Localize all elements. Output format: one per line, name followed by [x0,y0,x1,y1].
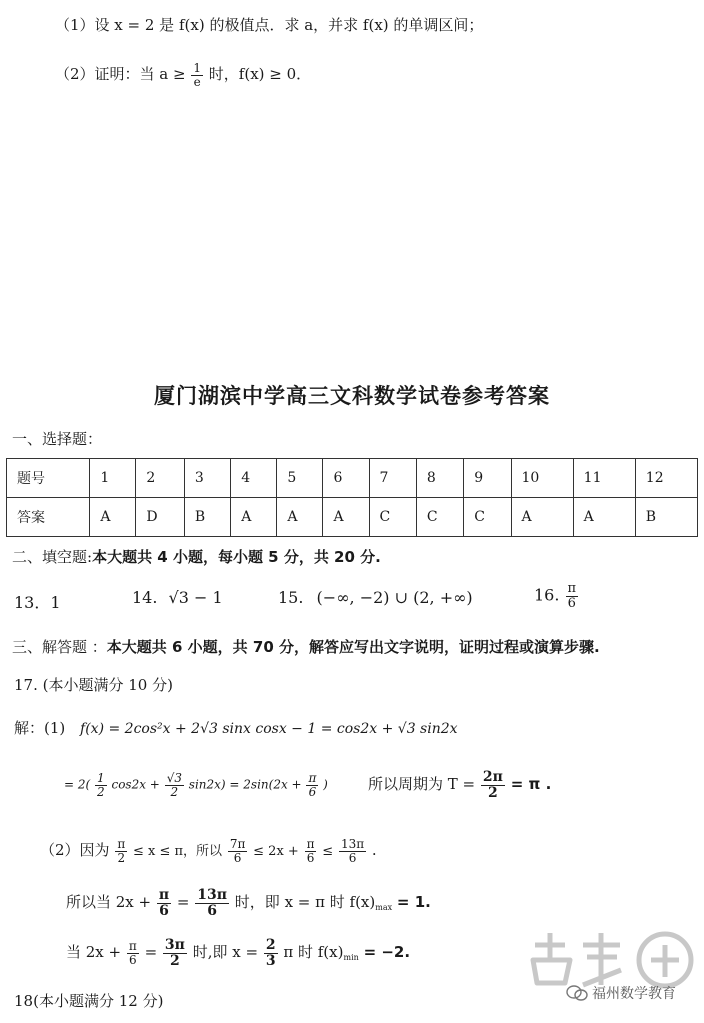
table-header-cell: 题号 [7,459,90,498]
fraction-numerator: 1 [193,61,202,75]
expr-text: ≤ x ≤ π，所以 [133,844,223,860]
fill-answer-15 [278,588,473,607]
question-number-cell: 9 [464,459,511,498]
answer-cell: A [573,498,635,537]
question-number-cell: 11 [573,459,635,498]
answer-cell: A [90,498,136,537]
problem-part-1: （1）设 x = 2 是 f(x) 的极值点．求 a，并求 f(x) 的单调区间； [55,16,484,34]
answer-cell: C [369,498,416,537]
answer-cell: D [136,498,184,537]
question-number-cell: 5 [277,459,323,498]
question-number-cell: 7 [369,459,416,498]
fraction-denominator: 6 [207,902,218,919]
expr-text: 当 2x + [66,943,122,962]
question-number-cell: 8 [416,459,463,498]
fill-answer-14-label: 14. [132,588,158,607]
question-17-heading: 17. (本小题满分 10 分) [14,676,173,694]
answer-cell: C [416,498,463,537]
fraction-pi-over-2 [115,838,127,864]
period-prefix: 所以周期为 T = [368,775,476,794]
table-row-numbers [7,459,698,498]
question-number-cell: 10 [511,459,573,498]
expr-text: ≤ 2x + [253,844,299,860]
fill-answer-14-value: √3 − 1 [168,588,223,607]
question-18-heading: 18(本小题满分 12 分) [14,992,164,1010]
fill-answer-13: 13．1 [14,593,61,612]
expr-text: （2）因为 [40,841,110,860]
expr-text: 所以当 2x + [66,893,152,912]
fill-answer-15-label: 15. [278,588,304,607]
answer-cell: B [635,498,697,537]
fraction-numerator: 2π [482,769,503,785]
fraction-denominator: 6 [306,850,315,865]
problem-part-2 [55,62,311,88]
answer-cell: A [323,498,369,537]
fraction-pi-over-6 [566,582,579,610]
table-row-answers [7,498,698,537]
question-number-cell: 1 [90,459,136,498]
fraction-denominator: 2 [170,784,179,799]
expr-text: = [176,893,190,912]
fraction-numerator: π [567,581,577,596]
fraction-numerator: 1 [97,771,105,785]
question-number-cell: 2 [136,459,184,498]
answer-cell: C [464,498,511,537]
fraction-numerator: π [308,771,317,785]
fraction-denominator: 3 [265,952,276,969]
fraction-denominator: 6 [233,850,242,865]
problem-part-2-suffix: 时，f(x) ≥ 0． [208,65,312,84]
subscript-min: min [343,953,359,963]
fraction-pi-over-6 [127,940,139,966]
q17-solution-label: 解：(1) [14,719,66,737]
page-title: 厦门湖滨中学高三文科数学试卷参考答案 [154,384,550,408]
answer-cell: B [184,498,230,537]
fraction-sqrt3-over-2 [165,772,184,798]
section-fill-heading [12,546,381,567]
fraction-2pi-over-2 [481,770,505,800]
fraction-13pi-over-6 [339,838,366,864]
fraction-denominator: e [193,74,201,89]
fraction-numerator: 7π [229,837,246,851]
fraction-numerator: π [158,887,170,903]
fraction-3pi-over-2 [163,938,187,968]
fraction-numerator: 3π [164,937,185,953]
q17-expression-1: f(x) = 2cos²x + 2√3 sinx cosx − 1 = cos2x + √3 sin2x [80,721,458,737]
answer-cell: A [511,498,573,537]
fill-answer-14 [132,588,223,607]
fraction-pi-over-6 [306,772,318,798]
table-header-cell: 答案 [7,498,90,537]
fraction-one-over-e [191,62,203,88]
fraction-numerator: π [117,837,126,851]
max-value: = 1. [396,893,431,912]
answer-table [6,458,698,537]
expr-text: = 2( [64,777,91,792]
expr-text: . [371,841,377,860]
fraction-pi-over-6 [157,888,171,918]
section-choice-heading: 一、选择题： [12,430,103,448]
q17-solution-line-1 [14,717,458,738]
expr-text: ) [323,777,328,792]
fill-answer-15-value: (−∞, −2) ∪ (2, +∞) [316,588,473,607]
fraction-denominator: 2 [170,952,180,969]
answer-cell: A [231,498,277,537]
fraction-numerator: √3 [166,771,182,785]
expr-text: sin2x) = 2sin(2x + [188,777,302,792]
question-number-cell: 4 [231,459,277,498]
expr-text: = [144,943,158,962]
question-number-cell: 3 [184,459,230,498]
fraction-numerator: π [128,939,137,954]
section-solve-label: 三、解答题 ： [12,638,107,656]
fraction-numerator: 2 [265,937,276,953]
fraction-denominator: 6 [348,850,357,865]
expr-text: cos2x + [111,777,160,792]
section-solve-heading [12,636,600,657]
section-solve-text: 本大题共 6 小题，共 70 分，解答应写出文字说明，证明过程或演算步骤. [106,638,600,656]
q17-period [368,770,551,800]
fraction-numerator: 13π [340,837,365,851]
fraction-one-half [95,772,107,798]
question-number-cell: 12 [635,459,697,498]
period-result: = π . [510,775,552,794]
expr-text: ≤ [322,844,334,860]
q17-solution-line-2 [64,772,328,798]
q17-part-2-line-1 [40,838,377,864]
fill-answer-16-label: 16. [534,585,560,605]
fraction-7pi-over-6 [228,838,248,864]
fraction-denominator: 6 [129,952,137,967]
fraction-numerator: π [306,837,315,851]
subscript-max: max [375,903,393,913]
fill-answer-16 [534,582,579,610]
fraction-denominator: 6 [308,784,317,799]
expr-text: 时,即 x = [192,943,259,962]
q17-max-line [66,888,431,918]
fraction-2-over-3 [264,938,278,968]
question-number-cell: 6 [323,459,369,498]
fraction-denominator: 2 [488,784,498,801]
watermark-text: 福州数学教育 [592,986,676,1002]
fraction-denominator: 6 [159,902,169,919]
fraction-denominator: 6 [567,595,576,611]
fraction-pi-over-6 [305,838,317,864]
fraction-13pi-over-6 [195,888,229,918]
wechat-icon [566,984,588,1002]
fraction-denominator: 2 [97,784,105,799]
section-fill-text: 本大题共 4 小题，每小题 5 分，共 20 分. [92,548,381,566]
section-fill-label: 二、填空题: [12,548,93,566]
expr-text: π 时 f(x) [283,943,344,962]
answer-cell: A [277,498,323,537]
fraction-denominator: 2 [117,850,126,865]
fraction-numerator: 13π [197,887,228,903]
min-value: = −2. [363,943,411,962]
q17-min-line [66,938,410,968]
expr-text: 时，即 x = π 时 f(x) [234,893,376,912]
problem-part-2-prefix: （2）证明：当 a ≥ [55,65,186,84]
